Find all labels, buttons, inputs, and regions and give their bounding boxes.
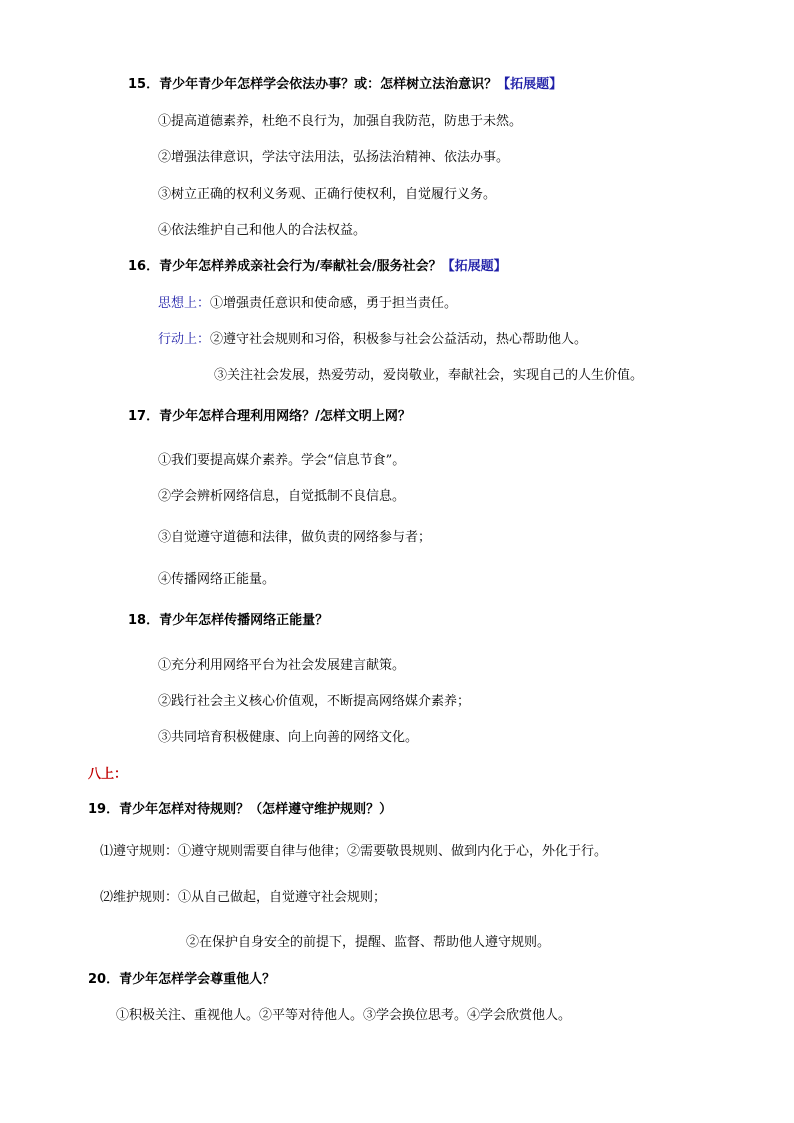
q15-item-4: ④依法维护自己和他人的合法权益。 <box>158 223 367 238</box>
q15-question: 15．青少年青少年怎样学会依法办事？或：怎样树立法治意识？ <box>128 77 498 92</box>
q18-item-3: ③共同培育积极健康、向上向善的网络文化。 <box>158 730 419 745</box>
q20-title: 20．青少年怎样学会尊重他人？ <box>88 972 276 987</box>
q18-item-2: ②践行社会主义核心价值观，不断提高网络媒介素养； <box>158 694 471 709</box>
q15-title <box>128 77 562 93</box>
q16-question: 16．青少年怎样养成亲社会行为/奉献社会/服务社会？ <box>128 259 442 274</box>
q17-item-2: ②学会辨析网络信息，自觉抵制不良信息。 <box>158 489 406 504</box>
q16-action-text-2: ③关注社会发展，热爱劳动，爱岗敬业，奉献社会，实现自己的人生价值。 <box>214 368 644 383</box>
q16-action-text-1: ②遵守社会规则和习俗，积极参与社会公益活动，热心帮助他人。 <box>210 332 588 347</box>
q16-tag: 【拓展题】 <box>441 259 507 274</box>
section-heading: 八上： <box>88 767 128 782</box>
q16-thought-text: ①增强责任意识和使命感，勇于担当责任。 <box>210 296 458 311</box>
q19-protect-2: ②在保护自身安全的前提下，提醒、监督、帮助他人遵守规则。 <box>186 935 551 950</box>
q16-action <box>158 332 587 348</box>
q15-item-1: ①提高道德素养，杜绝不良行为，加强自我防范，防患于未然。 <box>158 114 523 129</box>
q16-action-label: 行动上： <box>158 332 211 347</box>
q19-protect: ⑵维护规则：①从自己做起，自觉遵守社会规则； <box>100 890 387 905</box>
q16-thought <box>158 296 457 312</box>
q19-obey: ⑴遵守规则：①遵守规则需要自律与他律；②需要敬畏规则、做到内化于心，外化于行。 <box>100 844 608 859</box>
q18-title: 18．青少年怎样传播网络正能量？ <box>128 613 329 628</box>
q16-title <box>128 259 507 275</box>
q17-title: 17．青少年怎样合理利用网络？/怎样文明上网？ <box>128 409 411 424</box>
q17-item-3: ③自觉遵守道德和法律，做负责的网络参与者； <box>158 530 432 545</box>
q17-item-1: ①我们要提高媒介素养。学会“信息节食”。 <box>158 453 406 468</box>
q18-item-1: ①充分利用网络平台为社会发展建言献策。 <box>158 658 406 673</box>
q15-tag: 【拓展题】 <box>497 77 563 92</box>
q15-item-3: ③树立正确的权利义务观、正确行使权利，自觉履行义务。 <box>158 187 497 202</box>
q20-text: ①积极关注、重视他人。②平等对待他人。③学会换位思考。④学会欣赏他人。 <box>116 1008 572 1023</box>
q15-item-2: ②增强法律意识，学法守法用法，弘扬法治精神、依法办事。 <box>158 150 510 165</box>
q19-title: 19．青少年怎样对待规则？（怎样遵守维护规则？） <box>88 802 393 817</box>
q16-thought-label: 思想上： <box>158 296 211 311</box>
q17-item-4: ④传播网络正能量。 <box>158 572 276 587</box>
